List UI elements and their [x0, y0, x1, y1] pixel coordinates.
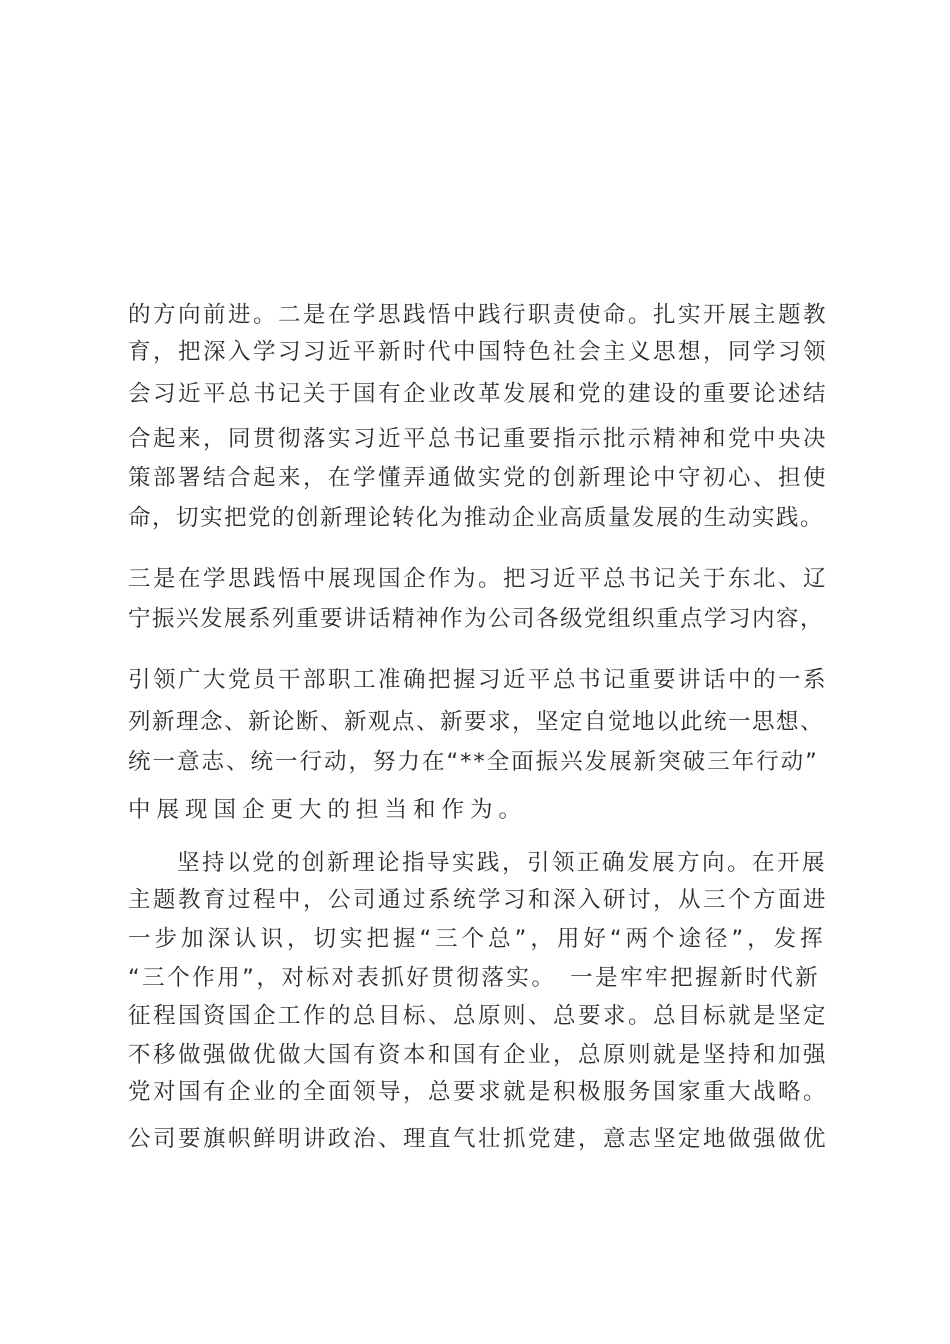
text-line: 党对国有企业的全面领导，总要求就是积极服务国家重大战略。 [128, 1079, 829, 1105]
text-line: 中展现国企更大的担当和作为。 [128, 797, 528, 823]
text-line: 不移做强做优做大国有资本和国有企业，总原则就是坚持和加强 [128, 1042, 829, 1068]
text-line: 宁振兴发展系列重要讲话精神作为公司各级党组织重点学习内容， [128, 606, 825, 632]
text-line: 合起来，同贯彻落实习近平总书记重要指示批示精神和党中央决 [128, 426, 829, 452]
text-line: 征程国资国企工作的总目标、总原则、总要求。总目标就是坚定 [128, 1003, 829, 1029]
text-line: 统一意志、统一行动，努力在“**全面振兴发展新突破三年行动” [128, 749, 819, 775]
text-line: 命，切实把党的创新理论转化为推动企业高质量发展的生动实践。 [128, 505, 825, 531]
text-line: “三个作用”，对标对表抓好贯彻落实。 一是牢牢把握新时代新 [128, 965, 821, 991]
text-line: 公司要旗帜鲜明讲政治、理直气壮抓党建，意志坚定地做强做优 [128, 1126, 829, 1152]
text-line: 主题教育过程中，公司通过系统学习和深入研讨，从三个方面进 [128, 887, 829, 913]
text-line: 策部署结合起来，在学懂弄通做实党的创新理论中守初心、担使 [128, 465, 829, 491]
paragraph-first-line: 坚持以党的创新理论指导实践，引领正确发展方向。在开展 [177, 850, 828, 876]
text-line: 会习近平总书记关于国有企业改革发展和党的建设的重要论述结 [128, 381, 829, 407]
text-line: 一步加深认识，切实把握“三个总”，用好“两个途径”，发挥 [128, 926, 827, 952]
text-line: 育，把深入学习习近平新时代中国特色社会主义思想，同学习领 [128, 339, 829, 365]
text-line: 三是在学思践悟中展现国企作为。把习近平总书记关于东北、辽 [128, 566, 829, 592]
text-line: 列新理念、新论断、新观点、新要求，坚定自觉地以此统一思想、 [128, 709, 825, 735]
text-line: 引领广大党员干部职工准确把握习近平总书记重要讲话中的一系 [128, 667, 829, 693]
text-line: 的方向前进。二是在学思践悟中践行职责使命。扎实开展主题教 [128, 302, 829, 328]
